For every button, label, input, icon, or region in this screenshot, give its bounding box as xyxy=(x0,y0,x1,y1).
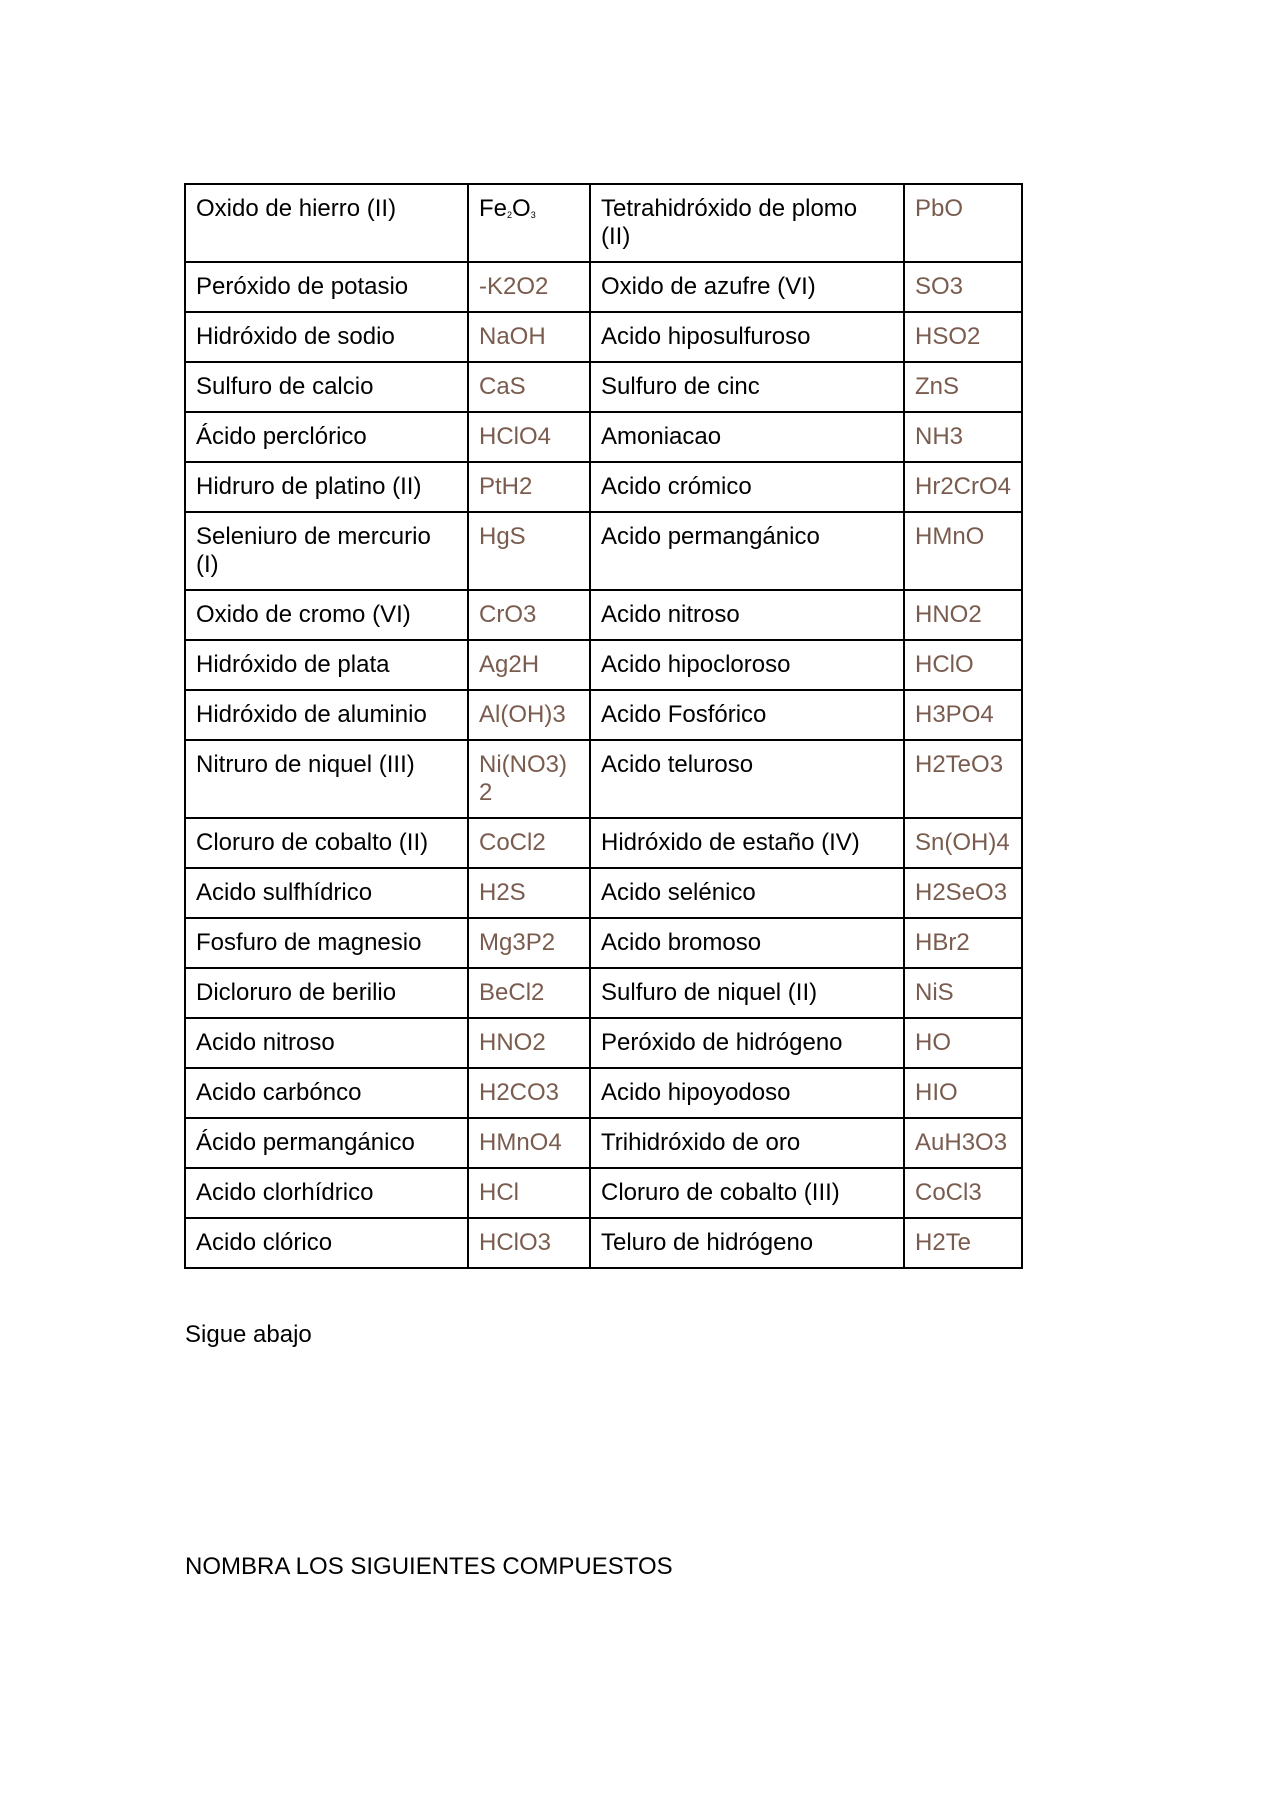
compound-formula-cell: HMnO4 xyxy=(468,1118,590,1168)
compound-name-cell: Acido Fosfórico xyxy=(590,690,904,740)
compound-name-cell: Sulfuro de cinc xyxy=(590,362,904,412)
table-row xyxy=(185,184,1022,262)
table-row xyxy=(185,590,1022,640)
compound-formula-cell: HIO xyxy=(904,1068,1022,1118)
compound-formula-cell: Sn(OH)4 xyxy=(904,818,1022,868)
compound-name-cell: Acido hiposulfuroso xyxy=(590,312,904,362)
compound-name-cell: Acido teluroso xyxy=(590,740,904,818)
compound-formula-cell: HCl xyxy=(468,1168,590,1218)
compound-formula-cell: -K2O2 xyxy=(468,262,590,312)
formula-part: O xyxy=(512,195,531,222)
compound-formula-cell: BeCl2 xyxy=(468,968,590,1018)
table-row xyxy=(185,818,1022,868)
compound-formula-cell: CaS xyxy=(468,362,590,412)
table-row xyxy=(185,312,1022,362)
compound-name-cell: Acido carbónco xyxy=(185,1068,468,1118)
compound-formula-cell xyxy=(468,184,590,262)
compound-name-cell: Acido bromoso xyxy=(590,918,904,968)
compound-formula-cell: HMnO xyxy=(904,512,1022,590)
compound-name-cell: Peróxido de hidrógeno xyxy=(590,1018,904,1068)
table-row xyxy=(185,1218,1022,1268)
compound-formula-cell: NH3 xyxy=(904,412,1022,462)
compound-name-cell: Nitruro de niquel (III) xyxy=(185,740,468,818)
table-row xyxy=(185,868,1022,918)
table-row xyxy=(185,1168,1022,1218)
compound-name-cell: Sulfuro de calcio xyxy=(185,362,468,412)
compound-formula-cell: HNO2 xyxy=(904,590,1022,640)
compound-name-cell: Hidróxido de plata xyxy=(185,640,468,690)
compound-name-cell: Teluro de hidrógeno xyxy=(590,1218,904,1268)
compound-name-cell: Acido clorhídrico xyxy=(185,1168,468,1218)
compound-name-cell: Oxido de cromo (VI) xyxy=(185,590,468,640)
compound-formula-cell: H2Te xyxy=(904,1218,1022,1268)
table-row xyxy=(185,512,1022,590)
compound-name-cell: Acido hipocloroso xyxy=(590,640,904,690)
compound-formula-cell: HClO xyxy=(904,640,1022,690)
table-row xyxy=(185,462,1022,512)
compound-formula-cell: HBr2 xyxy=(904,918,1022,968)
compound-name-cell: Hidróxido de estaño (IV) xyxy=(590,818,904,868)
continue-note: Sigue abajo xyxy=(185,1321,312,1348)
compound-name-cell: Seleniuro de mercurio (I) xyxy=(185,512,468,590)
compound-formula-cell: HClO4 xyxy=(468,412,590,462)
compound-name-cell: Fosfuro de magnesio xyxy=(185,918,468,968)
compound-formula-cell: H2S xyxy=(468,868,590,918)
compound-formula-cell: HClO3 xyxy=(468,1218,590,1268)
compound-name-cell: Acido hipoyodoso xyxy=(590,1068,904,1118)
compound-name-cell: Sulfuro de niquel (II) xyxy=(590,968,904,1018)
compound-name-cell: Hidróxido de sodio xyxy=(185,312,468,362)
compound-formula-cell: NaOH xyxy=(468,312,590,362)
compound-name-cell: Cloruro de cobalto (III) xyxy=(590,1168,904,1218)
compound-name-cell: Amoniacao xyxy=(590,412,904,462)
compound-name-cell: Acido selénico xyxy=(590,868,904,918)
compound-name-cell: Dicloruro de berilio xyxy=(185,968,468,1018)
formula-part: Fe xyxy=(479,195,508,222)
compound-formula-cell: PtH2 xyxy=(468,462,590,512)
compound-formula-cell: Hr2CrO4 xyxy=(904,462,1022,512)
compound-formula-cell: CoCl2 xyxy=(468,818,590,868)
formula-subscript: 2 xyxy=(507,210,513,220)
compound-name-cell: Cloruro de cobalto (II) xyxy=(185,818,468,868)
table-row xyxy=(185,262,1022,312)
compound-name-cell: Hidróxido de aluminio xyxy=(185,690,468,740)
compound-formula-cell: H3PO4 xyxy=(904,690,1022,740)
compound-name-cell: Acido permangánico xyxy=(590,512,904,590)
compound-name-cell: Acido nitroso xyxy=(590,590,904,640)
compounds-table xyxy=(184,183,1023,1269)
table-row xyxy=(185,918,1022,968)
compound-name-cell: Acido crómico xyxy=(590,462,904,512)
compound-name-cell: Acido sulfhídrico xyxy=(185,868,468,918)
compound-formula-cell: Al(OH)3 xyxy=(468,690,590,740)
compound-name-cell: Peróxido de potasio xyxy=(185,262,468,312)
compound-formula-cell: HNO2 xyxy=(468,1018,590,1068)
compound-name-cell: Trihidróxido de oro xyxy=(590,1118,904,1168)
compound-formula-cell: CrO3 xyxy=(468,590,590,640)
table-row xyxy=(185,740,1022,818)
compound-name-cell: Acido nitroso xyxy=(185,1018,468,1068)
compound-formula-cell: Ag2H xyxy=(468,640,590,690)
compound-name-cell: Hidruro de platino (II) xyxy=(185,462,468,512)
compound-name-cell: Tetrahidróxido de plomo (II) xyxy=(590,184,904,262)
table-row xyxy=(185,690,1022,740)
compound-formula-cell: HgS xyxy=(468,512,590,590)
compound-formula-cell: Mg3P2 xyxy=(468,918,590,968)
table-row xyxy=(185,640,1022,690)
compound-formula-cell: SO3 xyxy=(904,262,1022,312)
formula-subscript: 3 xyxy=(530,210,536,220)
compound-formula-cell: ZnS xyxy=(904,362,1022,412)
compound-formula-cell: H2TeO3 xyxy=(904,740,1022,818)
table-row xyxy=(185,968,1022,1018)
compound-name-cell: Oxido de azufre (VI) xyxy=(590,262,904,312)
section-heading: NOMBRA LOS SIGUIENTES COMPUESTOS xyxy=(185,1553,673,1580)
compound-name-cell: Ácido perclórico xyxy=(185,412,468,462)
table-row xyxy=(185,1118,1022,1168)
compound-formula-cell: AuH3O3 xyxy=(904,1118,1022,1168)
compound-formula-cell: CoCl3 xyxy=(904,1168,1022,1218)
compound-formula-cell: HO xyxy=(904,1018,1022,1068)
table-row xyxy=(185,1068,1022,1118)
compound-formula-cell: Ni(NO3)2 xyxy=(468,740,590,818)
compound-formula-cell: NiS xyxy=(904,968,1022,1018)
compound-formula-cell: HSO2 xyxy=(904,312,1022,362)
compound-name-cell: Ácido permangánico xyxy=(185,1118,468,1168)
table-row xyxy=(185,1018,1022,1068)
compound-formula-cell: PbO xyxy=(904,184,1022,262)
compound-name-cell: Oxido de hierro (II) xyxy=(185,184,468,262)
table-row xyxy=(185,412,1022,462)
compound-formula-cell: H2CO3 xyxy=(468,1068,590,1118)
compound-formula-cell: H2SeO3 xyxy=(904,868,1022,918)
compound-name-cell: Acido clórico xyxy=(185,1218,468,1268)
table-row xyxy=(185,362,1022,412)
